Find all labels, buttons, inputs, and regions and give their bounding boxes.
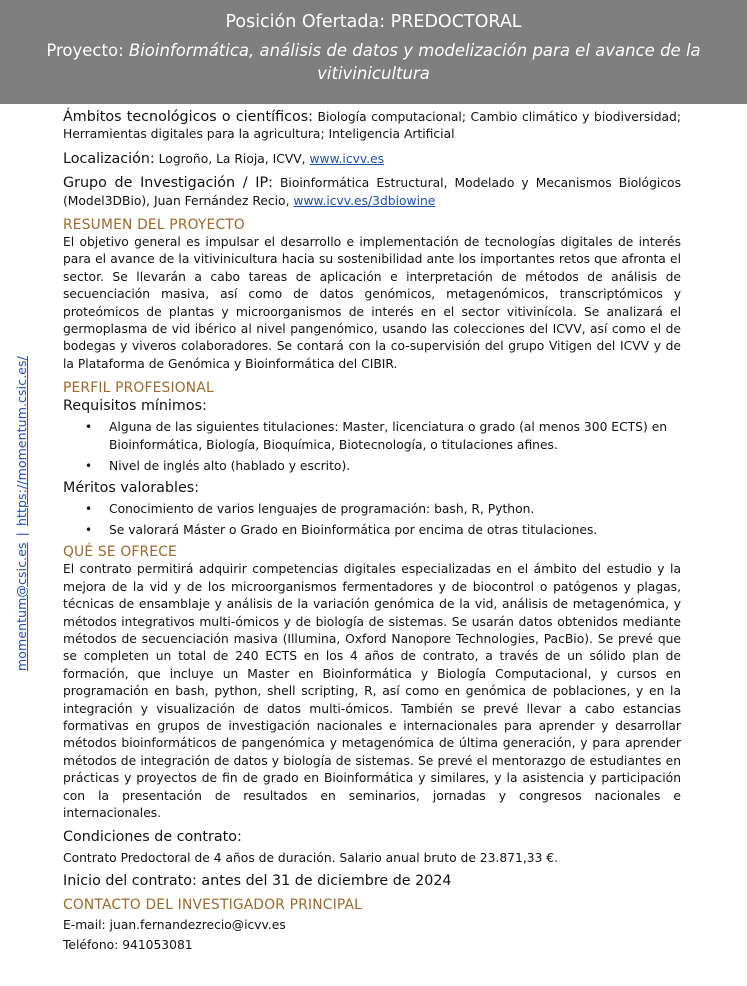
contact-email: E-mail: juan.fernandezrecio@icvv.es	[63, 917, 286, 932]
header-banner	[0, 0, 747, 104]
project-name: Bioinformática, análisis de datos y modelización para el avance de la vitivinicultura	[128, 41, 701, 83]
sidebar-url-link[interactable]: https://momentum.csic.es/	[13, 355, 29, 526]
perfil-heading: PERFIL PROFESIONAL	[63, 380, 214, 397]
contact-phone: Teléfono: 941053081	[63, 938, 193, 953]
localizacion-row	[63, 151, 681, 168]
condiciones-text: Contrato Predoctoral de 4 años de duración. Salario anual bruto de 23.871,33 €.	[63, 851, 559, 866]
project-label: Proyecto:	[46, 41, 129, 60]
ambitos-row	[63, 109, 681, 144]
oferta-heading: QUÉ SE OFRECE	[63, 544, 177, 561]
grupo-value: Bioinformática Estructural, Modelado y Mecanismos Biológicos (Model3DBio), Juan Fernández Recio,	[63, 176, 681, 208]
meritos-title: Méritos valorables:	[63, 479, 200, 496]
list-item: • Alguna de las siguientes titulaciones: Master, licenciatura o grado (al menos 300 ECTS) en Bioinformática, Biología, Bioquímica, Biotecnología, o titulaciones afines.	[63, 419, 681, 454]
list-item: • Conocimiento de varios lenguajes de programación: bash, R, Python.	[63, 501, 681, 518]
icvv-link[interactable]: www.icvv.es	[309, 151, 385, 166]
oferta-text: El contrato permitirá adquirir competencias digitales especializadas en el ámbito del estudio y la mejora de la vid y de los microorganismos fermentadores y de biocontrol o patógenos y plagas, técnicas de ensamblaje y análisis de la variación genómica de la vid, análisis de metagenómica, y métodos integrativos multi-ómicos y de biología de sistemas. Se usarán datos obtenidos mediante métodos de secuenciación masiva (Illumina, Oxford Nanopore Technologies, PacBio). Se prevé que se completen un total de 240 ECTS en los 4 años de contrato, a través de un sólido plan de formación, que incluye un Master en Bioinformática y Biología Computacional, y cursos en programación en bash, python, shell scripting, R, así como en genómica de poblaciones, y en la integración y visualización de datos multi-ómicos. También se prevé llevar a cabo estancias formativas en grupos de investigación nacionales e internacionales para aprender y desarrollar métodos bioinformáticos de pangenómica y metagenómica de última generación, y para aprender métodos de integración de datos y biología de sistemas. Se prevé el mentorazgo de estudiantes en prácticas y proyectos de fin de grado en Bioinformática y similares, y la asistencia y participación con la presentación de resultados en seminarios, jornadas y congresos nacionales e internacionales.	[63, 562, 681, 820]
sidebar-email-link[interactable]: momentum@csic.es	[13, 541, 29, 671]
requisitos-list	[63, 419, 681, 475]
ambitos-value: Biología computacional; Cambio climático y biodiversidad; Herramientas digitales para la agricultura; Inteligencia Artificial	[63, 110, 681, 142]
list-item: • Se valorará Máster o Grado en Bioinformática por encima de otras titulaciones.	[63, 522, 681, 539]
project-title	[0, 39, 747, 85]
grupo-row	[63, 175, 681, 210]
meritos-list	[63, 501, 681, 540]
resumen-heading: RESUMEN DEL PROYECTO	[63, 217, 245, 234]
vertical-contact-strip	[6, 346, 36, 680]
condiciones-title: Condiciones de contrato:	[63, 829, 242, 846]
localizacion-value: Logroño, La Rioja, ICVV,	[154, 151, 310, 166]
grupo-label: Grupo de Investigación / IP:	[63, 175, 273, 192]
offer-content	[63, 108, 681, 955]
position-title: Posición Ofertada: PREDOCTORAL	[225, 12, 522, 32]
contacto-heading: CONTACTO DEL INVESTIGADOR PRINCIPAL	[63, 896, 363, 913]
inicio-contrato: Inicio del contrato: antes del 31 de diciembre de 2024	[63, 872, 452, 889]
ambitos-label: Ámbitos tecnológicos o científicos:	[63, 109, 313, 125]
requisitos-title: Requisitos mínimos:	[63, 398, 207, 415]
resumen-text: El objetivo general es impulsar el desarrollo e implementación de tecnologías digitales de interés para el avance de la vitivinicultura hacia su sostenibilidad ante los importantes retos que afronta el sector. Se llevarán a cabo tareas de aplicación e interpretación de métodos de análisis de secuenciación masiva, así como de datos genómicos, metagenómicos, transcriptómicos y proteómicos de plantas y microorganismos de interés en el sector vitivinícola. Se analizará el germoplasma de vid ibérico al nivel pangenómico, usando las colecciones del ICVV, así como el de bodegas y viveros colaboradores. Se contará con la co-supervisión del grupo Vitigen del ICVV y de la Plataforma de Genómica y Bioinformática del CIBIR.	[63, 235, 681, 371]
group-link[interactable]: www.icvv.es/3dbiowine	[293, 193, 436, 208]
localizacion-label: Localización:	[63, 150, 155, 167]
list-item: • Nivel de inglés alto (hablado y escrito).	[63, 458, 681, 475]
sidebar-separator: |	[13, 531, 29, 536]
